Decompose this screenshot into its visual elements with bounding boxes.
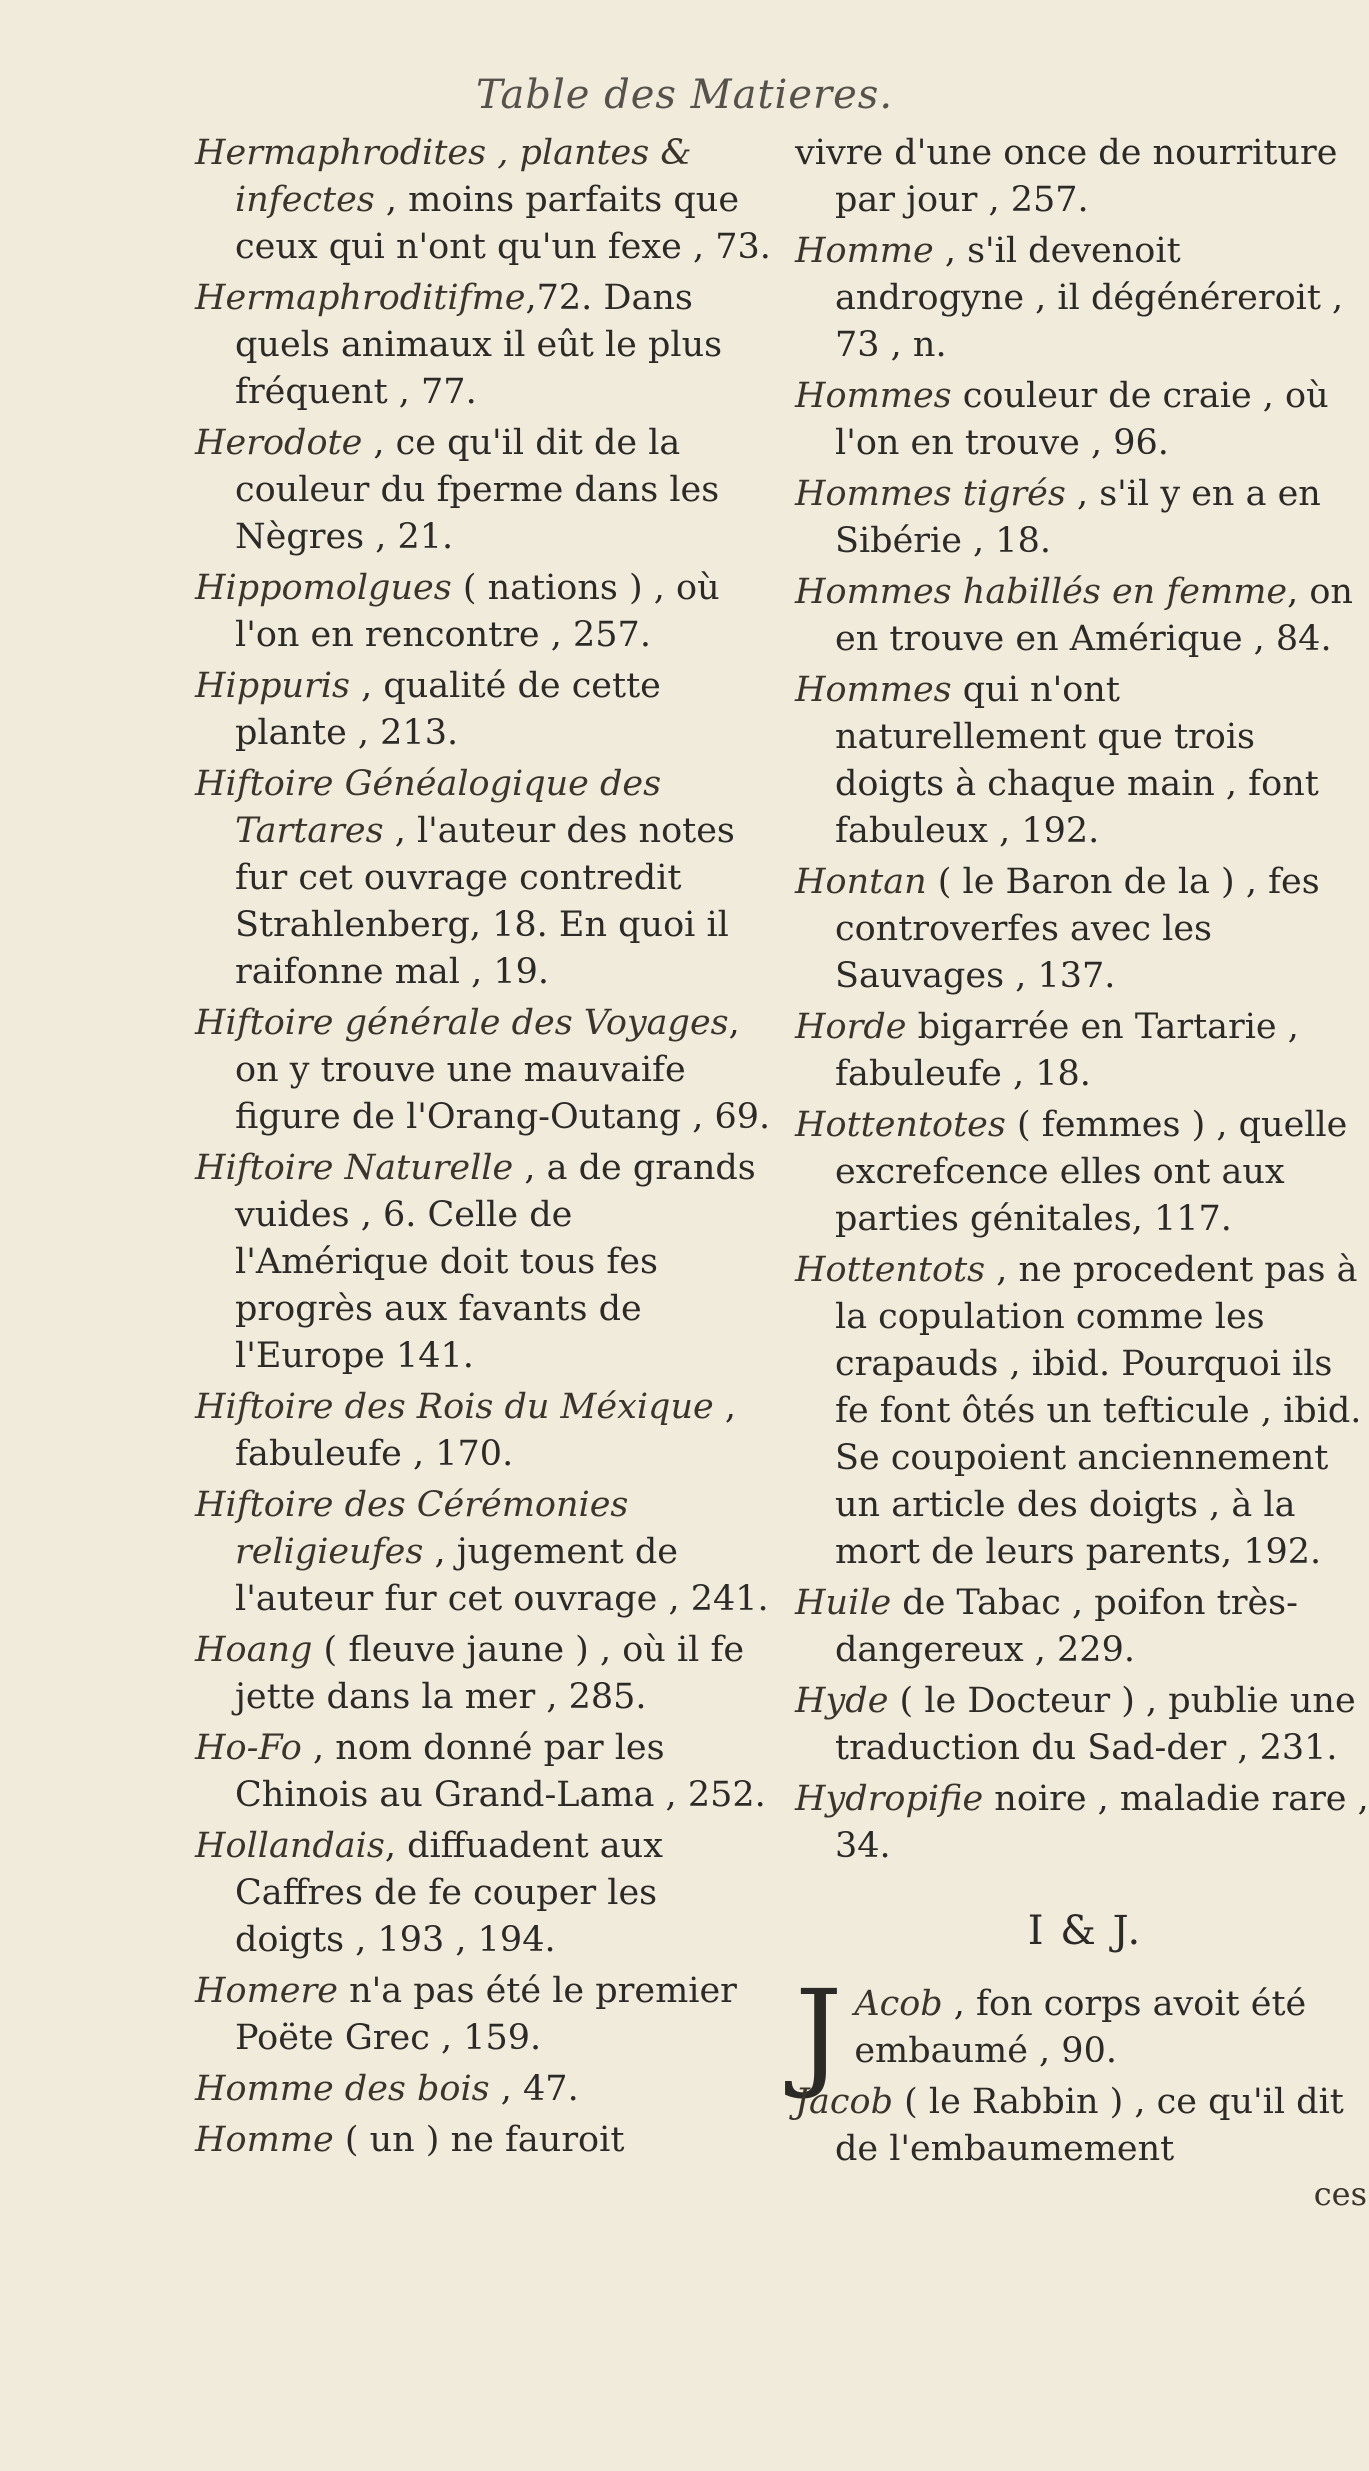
entry-term: Hiftoire des Rois du Méxique [195,1387,714,1427]
entry-term: Hyde [795,1681,889,1721]
entry-text: , l'auteur des notes fur cet ouvrage contredit Strahlenberg, 18. En quoi il raifonne mal , 19. [235,811,735,992]
entry-text: de Tabac , poifon très-dangereux , 229. [835,1583,1298,1670]
entry-text: , moins parfaits que ceux qui n'ont qu'un fexe , 73. [235,180,771,267]
left-column [195,130,775,2168]
index-entry [195,1000,775,1141]
index-entry [195,1823,775,1964]
index-entry [195,663,775,757]
entry-term: Hottentotes [795,1105,1006,1145]
entry-term: Homere [195,1971,338,2011]
entry-term: Hottentots [795,1250,986,1290]
index-entry [195,130,775,271]
index-entry [795,667,1369,855]
entry-text: bigarrée en Tartarie , fabuleufe , 18. [835,1007,1299,1094]
entry-text: , s'il y en a en Sibérie , 18. [835,474,1321,561]
entry-term: Huile [795,1583,892,1623]
entry-text: , diffuadent aux Caffres de fe couper les doigts , 193 , 194. [235,1826,663,1960]
index-entry [795,1247,1369,1576]
entry-term: Homme [195,2120,334,2160]
index-entry [195,565,775,659]
catchword: ces [1313,2175,1367,2213]
entry-text: couleur de craie , où l'on en trouve , 96. [835,376,1329,463]
index-entry [795,373,1369,467]
entry-term: Ho-Fo [195,1728,302,1768]
index-entry [195,420,775,561]
entry-text: , s'il devenoit androgyne , il dégénéreroit , 73 , n. [835,231,1344,365]
entry-text: ( un ) ne fauroit [333,2120,625,2160]
index-entry [795,471,1369,565]
entry-text: , fon corps avoit été embaumé , 90. [854,1984,1307,2071]
entry-text: , ce qu'il dit de la couleur du fperme dans les Nègres , 21. [235,423,720,557]
entry-term: Herodote [195,423,363,463]
entry-text: , nom donné par les Chinois au Grand-Lama , 252. [235,1728,766,1815]
entry-term: Hiftoire des Cérémonies religieufes [195,1485,629,1572]
section-heading: I & J. [1027,1908,1143,1954]
index-entry [795,569,1369,663]
entry-term: Hippomolgues [195,568,452,608]
entry-text: ( fleuve jaune ) , où il fe jette dans la mer , 285. [235,1630,745,1717]
entry-text: n'a pas été le premier Poëte Grec , 159. [235,1971,737,2058]
entry-text: , on y trouve une mauvaife figure de l'Orang-Outang , 69. [235,1003,771,1137]
entry-term: Hiftoire générale des Voyages [195,1003,729,1043]
entry-term: Hommes habillés en femme [795,572,1288,612]
index-entry [795,228,1369,369]
entry-text: qui n'ont naturellement que trois doigts à chaque main , font fabuleux , 192. [835,670,1319,851]
entry-term: Hermaphroditifme [195,278,526,318]
entry-text: ( femmes ) , quelle excrefcence elles ont aux parties génitales, 117. [835,1105,1348,1239]
entry-term: Hiftoire Naturelle [195,1148,514,1188]
entry-text: ( le Rabbin ) , ce qu'il dit de l'embaumement [835,2082,1344,2169]
index-entry [195,1482,775,1623]
entry-text: ( le Docteur ) , publie une traduction du Sad-der , 231. [835,1681,1356,1768]
entry-term: Hydropifie [795,1779,984,1819]
index-entry [195,2117,775,2164]
entry-text: ( nations ) , où l'on en rencontre , 257. [235,568,720,655]
entry-text: ( le Baron de la ) , fes controverfes avec les Sauvages , 137. [835,862,1320,996]
entry-text: , jugement de l'auteur fur cet ouvrage , 241. [235,1532,769,1619]
entry-term: Acob [854,1984,943,2024]
entry-term: Jacob [795,2082,893,2122]
index-entry [795,1580,1369,1674]
entry-text: , 47. [489,2069,579,2109]
index-entry [195,1968,775,2062]
entry-term: Hippuris [195,666,350,706]
entry-term: Hontan [795,862,927,902]
index-entry [795,1678,1369,1772]
index-entry [195,1627,775,1721]
index-entry [195,275,775,416]
entry-text: , fabuleufe , 170. [235,1387,736,1474]
index-entry [795,2079,1369,2173]
index-entry [195,1725,775,1819]
index-entry [195,1384,775,1478]
entry-text: , ne procedent pas à la copulation comme les crapauds , ibid. Pourquoi ils fe font ôtés un tefticule , ibid. Se coupoient anciennement un article des doigts , à la mort de leurs parents, 192. [835,1250,1362,1572]
entry-term: Hermaphrodites , plantes & infectes [195,133,692,220]
index-entry [795,130,1369,224]
index-entry [195,761,775,996]
index-entry [195,2066,775,2113]
entry-term: Hiftoire Généalogique des Tartares [195,764,662,851]
index-entry [195,1145,775,1380]
entry-text: vivre d'une once de nourriture par jour , 257. [795,133,1338,220]
entry-term: Hommes [795,376,952,416]
entry-term: Hollandais [195,1826,385,1866]
drop-cap: J [795,1964,843,2102]
right-column [795,130,1369,2218]
entry-term: Hommes tigrés [795,474,1066,514]
entry-term: Horde [795,1007,907,1047]
entry-term: Hoang [195,1630,313,1670]
entry-text: noire , maladie rare , 34. [835,1779,1369,1866]
entry-term: Homme [795,231,934,271]
index-entry [795,1776,1369,1870]
index-entry [795,1964,1369,2102]
page-header: Table des Matieres. [475,72,894,118]
index-entry [795,1102,1369,1243]
entry-text: , a de grands vuides , 6. Celle de l'Amérique doit tous fes progrès aux favants de l'Europe 141. [235,1148,756,1376]
entry-term: Homme des bois [195,2069,490,2109]
index-entry [795,1004,1369,1098]
entry-text: , on en trouve en Amérique , 84. [835,572,1353,659]
entry-text: ,72. Dans quels animaux il eût le plus fréquent , 77. [235,278,723,412]
entry-term: Hommes [795,670,952,710]
entry-text: , qualité de cette plante , 213. [235,666,661,753]
index-entry [795,859,1369,1000]
